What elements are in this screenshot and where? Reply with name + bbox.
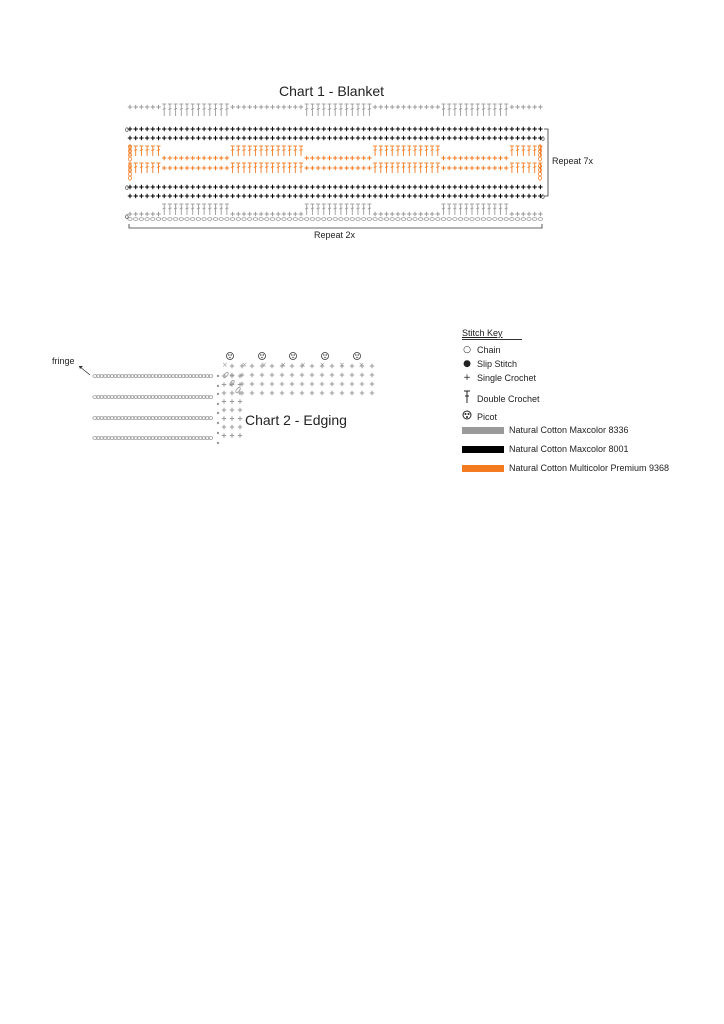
row-start-marker: 0 <box>125 127 129 134</box>
single-crochet-mark <box>280 391 284 395</box>
color-swatch-black <box>462 446 504 453</box>
single-crochet-mark <box>370 373 374 377</box>
single-crochet-mark <box>250 364 254 368</box>
single-crochet-mark <box>222 382 226 386</box>
chain-mark <box>223 372 229 378</box>
single-crochet-mark <box>300 391 304 395</box>
slip-stitch-icon: ● <box>463 359 471 369</box>
key-color-8001: Natural Cotton Maxcolor 8001 <box>462 444 629 454</box>
key-color-9368: Natural Cotton Multicolor Premium 9368 <box>462 463 669 473</box>
single-crochet-mark <box>370 391 374 395</box>
single-crochet-mark <box>360 382 364 386</box>
picot-mark <box>322 353 329 360</box>
single-crochet-mark <box>222 425 226 429</box>
key-color-8336: Natural Cotton Maxcolor 8336 <box>462 425 629 435</box>
picot-mark <box>259 353 266 360</box>
single-crochet-mark <box>222 391 226 395</box>
slip-stitch-mark <box>217 412 219 414</box>
double-crochet-icon <box>462 390 472 407</box>
single-crochet-mark <box>230 425 234 429</box>
single-crochet-mark <box>360 373 364 377</box>
single-crochet-mark <box>230 408 234 412</box>
single-crochet-mark <box>290 364 294 368</box>
slip-stitch-mark <box>217 432 219 434</box>
slip-stitch-mark <box>217 393 219 395</box>
single-crochet-mark <box>330 373 334 377</box>
x-mark: × <box>261 361 267 369</box>
single-crochet-mark <box>330 364 334 368</box>
single-crochet-mark <box>270 391 274 395</box>
key-double-crochet: Double Crochet <box>462 390 540 407</box>
single-crochet-mark <box>350 373 354 377</box>
picot-mark <box>290 353 297 360</box>
single-crochet-mark <box>340 373 344 377</box>
single-crochet-mark <box>222 408 226 412</box>
single-crochet-mark <box>238 416 242 420</box>
single-crochet-mark <box>230 391 234 395</box>
single-crochet-mark <box>270 382 274 386</box>
single-crochet-mark <box>310 373 314 377</box>
single-crochet-mark <box>238 399 242 403</box>
color-swatch-grey <box>462 427 504 434</box>
single-crochet-mark <box>230 433 234 437</box>
fringe-label: fringe <box>52 356 75 366</box>
x-mark: × <box>280 361 287 369</box>
single-crochet-mark <box>350 364 354 368</box>
single-crochet-mark <box>280 382 284 386</box>
single-crochet-mark <box>370 382 374 386</box>
single-crochet-mark <box>290 382 294 386</box>
slip-stitch-mark <box>217 403 219 405</box>
single-crochet-mark <box>222 399 226 403</box>
stitch-key-underline <box>462 339 522 340</box>
key-single-crochet: + Single Crochet <box>463 373 537 383</box>
slip-stitch-mark <box>217 375 219 377</box>
single-crochet-mark <box>340 382 344 386</box>
single-crochet-mark <box>260 382 264 386</box>
x-mark: × <box>222 361 228 369</box>
x-mark: × <box>339 361 345 369</box>
row-start-marker: 0 <box>125 214 129 221</box>
picot-mark <box>354 353 361 360</box>
single-crochet-mark <box>238 433 242 437</box>
single-crochet-mark <box>300 373 304 377</box>
single-crochet-mark <box>300 382 304 386</box>
x-mark: × <box>319 361 326 369</box>
single-crochet-mark <box>230 399 234 403</box>
single-crochet-mark <box>280 373 284 377</box>
single-crochet-mark <box>340 391 344 395</box>
single-crochet-mark <box>260 391 264 395</box>
picot-icon <box>462 410 472 423</box>
single-crochet-mark <box>230 416 234 420</box>
picot-mark <box>227 353 234 360</box>
slip-stitch-mark <box>217 442 219 444</box>
color-swatch-orange <box>462 465 504 472</box>
single-crochet-mark <box>250 391 254 395</box>
single-crochet-mark <box>238 425 242 429</box>
slip-stitch-mark <box>217 422 219 424</box>
single-crochet-mark <box>230 374 234 378</box>
single-crochet-mark <box>310 391 314 395</box>
single-crochet-mark <box>290 391 294 395</box>
single-crochet-mark <box>250 382 254 386</box>
single-crochet-mark <box>290 373 294 377</box>
single-crochet-mark <box>222 416 226 420</box>
x-mark: × <box>358 361 365 369</box>
slip-stitch-mark <box>217 385 219 387</box>
single-crochet-mark <box>320 391 324 395</box>
single-crochet-mark <box>270 373 274 377</box>
single-crochet-mark <box>350 391 354 395</box>
single-crochet-mark <box>320 382 324 386</box>
key-slip-stitch: ● Slip Stitch <box>463 359 518 369</box>
single-crochet-mark <box>360 391 364 395</box>
chart2-title: Chart 2 - Edging <box>245 412 347 428</box>
single-crochet-mark <box>320 373 324 377</box>
chart1-title: Chart 1 - Blanket <box>279 83 385 99</box>
single-crochet-mark <box>270 364 274 368</box>
chart2-edging <box>0 0 724 460</box>
x-mark: × <box>300 361 306 369</box>
row-end-marker: 0 <box>541 194 545 201</box>
row-end-marker: 0 <box>541 136 545 143</box>
single-crochet-mark <box>260 373 264 377</box>
key-chain: ○ Chain <box>463 345 501 355</box>
single-crochet-mark <box>350 382 354 386</box>
stitch-key-title: Stitch Key <box>462 328 503 338</box>
repeat-rows-label: Repeat 7x <box>552 156 594 166</box>
single-crochet-mark <box>250 373 254 377</box>
single-crochet-mark <box>310 382 314 386</box>
single-crochet-mark <box>222 433 226 437</box>
single-crochet-mark <box>370 364 374 368</box>
single-crochet-mark <box>230 364 234 368</box>
repeat-stitches-label: Repeat 2x <box>314 230 356 240</box>
chain-icon: ○ <box>463 345 471 355</box>
single-crochet-icon: + <box>463 373 471 383</box>
single-crochet-mark <box>310 364 314 368</box>
single-crochet-mark <box>238 408 242 412</box>
single-crochet-mark <box>330 391 334 395</box>
key-picot: Picot <box>462 410 497 423</box>
row-start-marker: 0 <box>125 185 129 192</box>
single-crochet-mark <box>330 382 334 386</box>
x-mark: × <box>241 361 248 369</box>
